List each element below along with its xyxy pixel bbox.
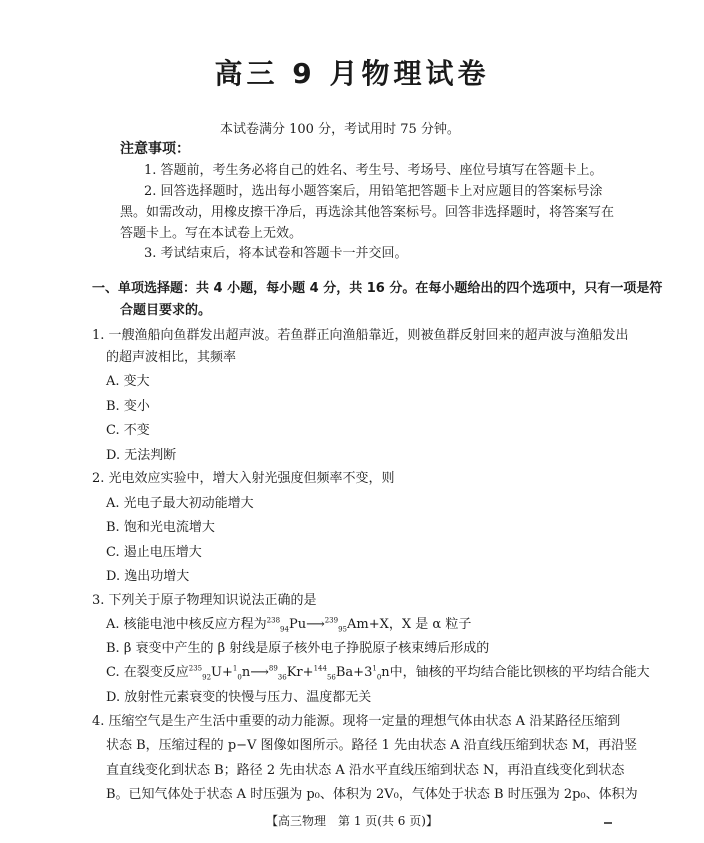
kr-symbol: Kr bbox=[286, 665, 303, 680]
section-heading-line-2: 合题目要求的。 bbox=[120, 303, 212, 318]
u-atomic-number: 92 bbox=[202, 673, 212, 682]
n-atomic-number: 0 bbox=[237, 673, 242, 682]
q3-a-suffix: +X，X 是 α 粒子 bbox=[368, 617, 472, 632]
q1-option-a: A. 变大 bbox=[106, 374, 150, 389]
kr-atomic-number: 36 bbox=[277, 673, 287, 682]
exam-intro: 本试卷满分 100 分，考试用时 75 分钟。 bbox=[220, 122, 460, 137]
q4-line-2: 状态 B，压缩过程的 p−V 图像如图所示。路径 1 先由状态 A 沿直线压缩到状态 M，再沿竖 bbox=[106, 738, 638, 753]
ba-atomic-number: 56 bbox=[326, 673, 336, 682]
u-symbol: U bbox=[211, 665, 223, 680]
notice-line-5: 3. 考试结束后，将本试卷和答题卡一并交回。 bbox=[144, 246, 408, 261]
q2-option-d: D. 逸出功增大 bbox=[106, 569, 190, 584]
q3-c-suffix: 中，铀核的平均结合能比钡核的平均结合能大 bbox=[389, 665, 650, 680]
pu-mass-number: 238 bbox=[266, 616, 281, 625]
notice-heading: 注意事项： bbox=[120, 141, 190, 157]
q1-stem-line-2: 的超声波相比，其频率 bbox=[106, 350, 237, 365]
am-symbol: Am bbox=[347, 617, 369, 632]
q4-line-3: 直直线变化到状态 B；路径 2 先由状态 A 沿水平直线压缩到状态 N，再沿直线变化到状态 bbox=[106, 763, 625, 778]
am-mass-number: 239 bbox=[324, 616, 339, 625]
q4-line-4: B。已知气体处于状态 A 时压强为 p₀、体积为 2V₀，气体处于状态 B 时压强为 2p₀、体积为 bbox=[106, 787, 638, 802]
q3-option-a bbox=[106, 617, 471, 633]
am-nuclide bbox=[325, 617, 369, 633]
kr-mass-number: 89 bbox=[268, 664, 278, 673]
q1-option-c: C. 不变 bbox=[106, 423, 150, 438]
pu-atomic-number: 94 bbox=[280, 625, 289, 634]
q3-a-prefix: A. 核能电池中核反应方程为 bbox=[106, 617, 267, 632]
q3-option-b: B. β 衰变中产生的 β 射线是原子核外电子挣脱原子核束缚后形成的 bbox=[106, 641, 490, 656]
n2-symbol: n bbox=[381, 665, 390, 680]
notice-line-4: 答题卡上。写在本试卷上无效。 bbox=[120, 226, 303, 241]
q1-option-d: D. 无法判断 bbox=[106, 448, 177, 463]
q1-option-b: B. 变小 bbox=[106, 399, 150, 414]
q2-option-a: A. 光电子最大初动能增大 bbox=[106, 496, 254, 511]
q4-line-1: 4. 压缩空气是生产生活中重要的动力能源。现将一定量的理想气体由状态 A 沿某路径压缩到 bbox=[92, 714, 621, 729]
q2-option-c: C. 遏止电压增大 bbox=[106, 545, 202, 560]
q3-option-c: C. 在裂变反应$^{235}_{92}U+^1_0n⟶^{89}_{36}Kr+^{144}_{56}Ba+3^1_0n$中，铀核的平均结合能比钡核的平均结合能大 bbox=[106, 664, 650, 682]
page-footer: 【高三物理 第 1 页(共 6 页)】 bbox=[266, 814, 438, 828]
q1-stem-line-1: 1. 一艘渔船向鱼群发出超声波。若鱼群正向渔船靠近，则被鱼群反射回来的超声波与渔船发出 bbox=[92, 328, 629, 343]
reaction-arrow: ⟶ bbox=[306, 617, 325, 632]
am-atomic-number: 95 bbox=[338, 625, 348, 634]
neutron-count: 3 bbox=[364, 665, 373, 680]
q2-option-b: B. 饱和光电流增大 bbox=[106, 520, 215, 535]
ba-mass-number: 144 bbox=[313, 664, 327, 673]
u-mass-number: 235 bbox=[188, 664, 203, 673]
q3-stem: 3. 下列关于原子物理知识说法正确的是 bbox=[92, 593, 317, 608]
corner-mark bbox=[604, 818, 612, 824]
notice-line-2: 2. 回答选择题时，选出每小题答案后，用铅笔把答题卡上对应题目的答案标号涂 bbox=[144, 184, 603, 199]
n2-atomic-number: 0 bbox=[376, 673, 382, 682]
q3-c-prefix: C. 在裂变反应 bbox=[106, 665, 189, 680]
pu-nuclide bbox=[267, 617, 306, 633]
q3-option-d: D. 放射性元素衰变的快慢与压力、温度都无关 bbox=[106, 690, 372, 705]
section-heading-line-1: 一、单项选择题：共 4 小题，每小题 4 分，共 16 分。在每小题给出的四个选项中，只有一项是符 bbox=[92, 281, 663, 296]
pu-symbol: Pu bbox=[288, 617, 307, 632]
ba-symbol: Ba bbox=[335, 665, 354, 680]
notice-line-1: 1. 答题前，考生务必将自己的姓名、考生号、考场号、座位号填写在答题卡上。 bbox=[144, 163, 603, 178]
fission-arrow: ⟶ bbox=[250, 665, 269, 680]
n-mass-number: 1 bbox=[232, 664, 238, 673]
n2-mass-number: 1 bbox=[372, 664, 377, 673]
n-symbol: n bbox=[241, 665, 251, 680]
notice-line-3: 黑。如需改动，用橡皮擦干净后，再选涂其他答案标号。回答非选择题时，将答案写在 bbox=[120, 205, 615, 220]
q2-stem: 2. 光电效应实验中，增大入射光强度但频率不变，则 bbox=[92, 471, 395, 486]
page-title: 高三 9 月物理试卷 bbox=[214, 57, 490, 90]
